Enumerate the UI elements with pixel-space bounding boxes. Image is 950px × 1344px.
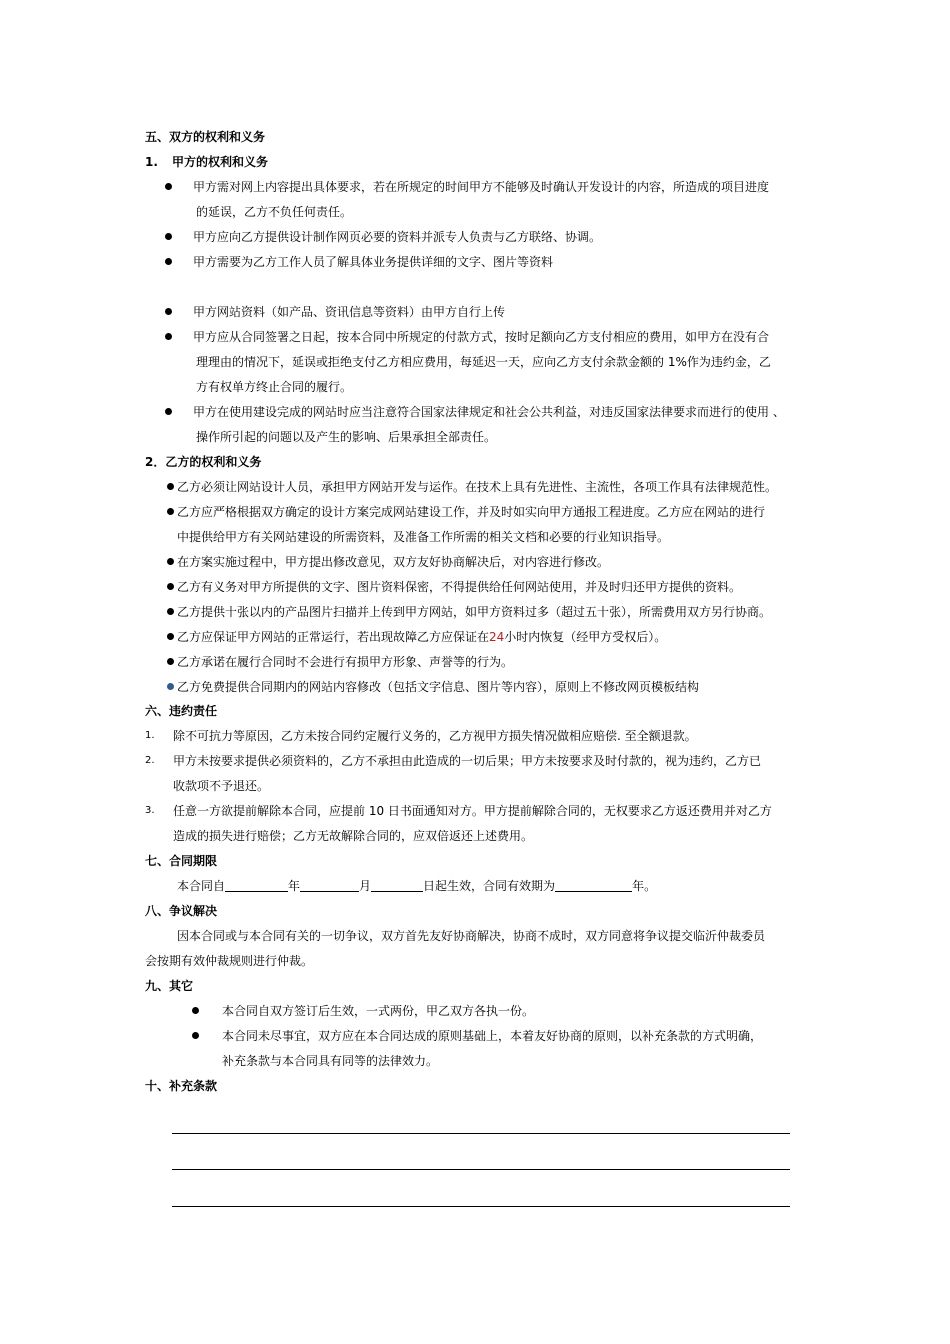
party-b-item-8: 乙方免费提供合同期内的网站内容修改（包括文字信息、图片等内容），原则上不修改网页模板结构 [177, 680, 700, 694]
bullet-icon [167, 658, 174, 665]
party-a-item-6-line-2: 操作所引起的问题以及产生的影响、后果承担全部责任。 [196, 430, 497, 444]
section-10-title: 十、补充条款 [145, 1079, 218, 1093]
section-6-title: 六、违约责任 [145, 704, 218, 718]
term-text-2: 年 [288, 879, 301, 893]
bullet-icon [167, 683, 174, 690]
breach-item-2-line-1: 甲方未按要求提供必须资料的，乙方不承担由此造成的一切后果；甲方未按要求及时付款的，视为违约，乙方已 [173, 754, 762, 768]
breach-item-2-line-2: 收款项不予退还。 [173, 779, 270, 793]
party-b-item-6-post: 小时内恢复（经甲方受权后）。 [504, 630, 667, 644]
section-9-title: 九、其它 [145, 979, 194, 993]
bullet-icon [165, 408, 172, 415]
breach-item-3-line-1: 任意一方欲提前解除本合同，应提前 10 日书面通知对方。甲方提前解除合同的，无权要求乙方返还费用并对乙方 [173, 804, 772, 818]
supplement-line-2[interactable] [172, 1169, 790, 1170]
bullet-icon [165, 183, 172, 190]
term-text-1: 本合同自 [177, 879, 226, 893]
validity-years-blank[interactable] [555, 879, 632, 892]
party-b-item-2-line-2: 中提供给甲方有关网站建设的所需资料，及准备工作所需的相关文档和必要的行业知识指导。 [177, 530, 670, 544]
party-a-title: 甲方的权利和义务 [172, 155, 269, 169]
other-item-2-line-1: 本合同未尽事宜，双方应在本合同达成的原则基础上，本着友好协商的原则，以补充条款的方式明确， [222, 1029, 763, 1043]
party-a-item-2: 甲方应向乙方提供设计制作网页必要的资料并派专人负责与乙方联络、协调。 [193, 230, 602, 244]
party-a-item-1-line-1: 甲方需对网上内容提出具体要求，若在所规定的时间甲方不能够及时确认开发设计的内容，所造成的项目进度 [193, 180, 770, 194]
start-year-blank[interactable] [225, 879, 288, 892]
party-b-item-5: 乙方提供十张以内的产品图片扫描并上传到甲方网站，如甲方资料过多（超过五十张），所需费用双方另行协商。 [177, 605, 772, 619]
section-8-title: 八、争议解决 [145, 904, 218, 918]
party-a-item-4: 甲方网站资料（如产品、资讯信息等资料）由甲方自行上传 [193, 305, 506, 319]
bullet-icon [167, 633, 174, 640]
party-b-item-1: 乙方必须让网站设计人员，承担甲方网站开发与运作。在技术上具有先进性、主流性，各项工作具有法律规范性。 [177, 480, 778, 494]
term-text-4: 日起生效，合同有效期为 [423, 879, 556, 893]
supplement-line-3[interactable] [172, 1206, 790, 1207]
bullet-icon [167, 583, 174, 590]
party-b-item-4: 乙方有义务对甲方所提供的文字、图片资料保密，不得提供给任何网站使用，并及时归还甲方提供的资料。 [177, 580, 742, 594]
dispute-line-2: 会按期有效仲裁规则进行仲裁。 [145, 954, 314, 968]
breach-number-2: 2. [145, 755, 155, 766]
party-a-item-5-line-2: 理理由的情况下，延误或拒绝支付乙方相应费用，每延迟一天，应向乙方支付余款金额的 1%作为违约金，乙 [196, 355, 771, 369]
party-b-item-6-pre: 乙方应保证甲方网站的正常运行，若出现故障乙方应保证在 [177, 630, 490, 644]
start-month-blank[interactable] [300, 879, 359, 892]
section-5-title: 五、双方的权利和义务 [145, 130, 266, 144]
start-day-blank[interactable] [371, 879, 423, 892]
recovery-hours: 24 [489, 630, 505, 644]
bullet-icon [165, 333, 172, 340]
party-b-item-3: 在方案实施过程中，甲方提出修改意见，双方友好协商解决后，对内容进行修改。 [177, 555, 610, 569]
party-a-item-5-line-3: 方有权单方终止合同的履行。 [196, 380, 353, 394]
breach-item-3-line-2: 造成的损失进行赔偿；乙方无故解除合同的，应双倍返还上述费用。 [173, 829, 534, 843]
other-item-2-line-2: 补充条款与本合同具有同等的法律效力。 [222, 1054, 439, 1068]
bullet-icon [167, 508, 174, 515]
party-a-item-1-line-2: 的延误，乙方不负任何责任。 [196, 205, 353, 219]
bullet-icon [192, 1032, 199, 1039]
bullet-icon [167, 558, 174, 565]
section-7-title: 七、合同期限 [145, 854, 218, 868]
breach-item-1: 除不可抗力等原因，乙方未按合同约定履行义务的，乙方视甲方损失情况做相应赔偿. 至全额退款。 [173, 729, 697, 743]
supplement-line-1[interactable] [172, 1133, 790, 1134]
party-b-title: 2．乙方的权利和义务 [145, 455, 262, 469]
party-b-item-7: 乙方承诺在履行合同时不会进行有损甲方形象、声誉等的行为。 [177, 655, 514, 669]
breach-number-3: 3. [145, 805, 155, 816]
party-a-item-6-line-1: 甲方在使用建设完成的网站时应当注意符合国家法律规定和社会公共利益，对违反国家法律要求而进行的使用 、 [193, 405, 785, 419]
party-a-item-5-line-1: 甲方应从合同签署之日起，按本合同中所规定的付款方式，按时足额向乙方支付相应的费用，如甲方在没有合 [193, 330, 770, 344]
bullet-icon [165, 308, 172, 315]
bullet-icon [165, 258, 172, 265]
dispute-line-1: 因本合同或与本合同有关的一切争议，双方首先友好协商解决，协商不成时，双方同意将争议提交临沂仲裁委员 [177, 929, 766, 943]
term-text-3: 月 [359, 879, 372, 893]
party-b-item-6 [177, 629, 666, 645]
bullet-icon [192, 1007, 199, 1014]
party-b-item-2-line-1: 乙方应严格根据双方确定的设计方案完成网站建设工作，并及时如实向甲方通报工程进度。乙方应在网站的进行 [177, 505, 766, 519]
breach-number-1: 1. [145, 730, 155, 741]
party-a-item-3: 甲方需要为乙方工作人员了解具体业务提供详细的文字、图片等资料 [193, 255, 554, 269]
other-item-1: 本合同自双方签订后生效，一式两份，甲乙双方各执一份。 [222, 1004, 535, 1018]
bullet-icon [167, 483, 174, 490]
party-a-number: 1. [145, 155, 158, 169]
contract-term-line [177, 878, 656, 894]
bullet-icon [165, 233, 172, 240]
bullet-icon [167, 608, 174, 615]
term-text-5: 年。 [632, 879, 657, 893]
